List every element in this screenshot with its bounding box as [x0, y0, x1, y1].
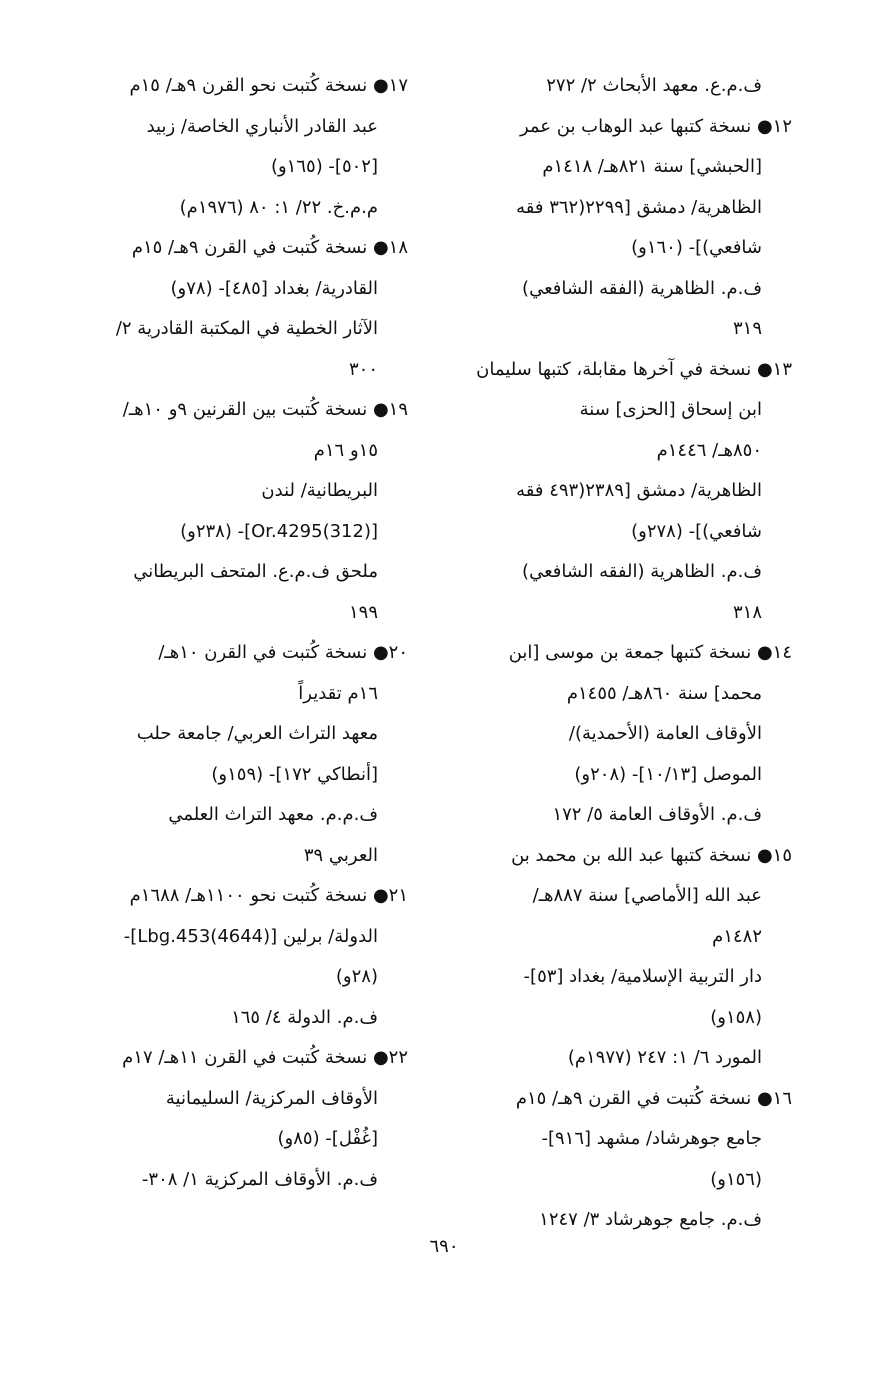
- entry-detail-line: عبد القادر الأنباري الخاصة/ زبيد: [146, 115, 378, 137]
- entry-detail-line: عبد الله [الأماصي] سنة ٨٨٧هـ/: [532, 885, 762, 906]
- entry-heading-line: ١٨● نسخة كُتبت في القرن ٩هـ/ ١٥م: [131, 237, 408, 258]
- entry-heading-line: ١٤● نسخة كتبها جمعة بن موسى [ابن: [508, 642, 792, 663]
- entry-detail-line: ف.م.م. معهد التراث العلمي: [168, 804, 378, 825]
- entry-detail-line: البريطانية/ لندن: [261, 480, 378, 501]
- entry-detail-line: [(312)Or.4295]- (٢٣٨و): [180, 520, 378, 542]
- entry-detail-line: دار التربية الإسلامية/ بغداد [٥٣]-: [523, 966, 762, 987]
- entry-heading-line: ١٩● نسخة كُتبت بين القرنين ٩و ١٠هـ/: [122, 399, 408, 420]
- entry-heading-line: ١٦● نسخة كُتبت في القرن ٩هـ/ ١٥م: [515, 1087, 792, 1109]
- entry-detail-line: معهد التراث العربي/ جامعة حلب: [136, 723, 378, 744]
- entry-heading-line: ٢١● نسخة كُتبت نحو ١١٠٠هـ/ ١٦٨٨م: [129, 885, 408, 906]
- entry-detail-line: ١٩٩: [348, 601, 378, 623]
- entry-detail-line: العربي ٣٩: [303, 844, 378, 866]
- entry-detail-line: جامع جوهرشاد/ مشهد [٩١٦]-: [541, 1128, 762, 1149]
- entry-detail-line: ٨٥٠هـ/ ١٤٤٦م: [656, 439, 762, 461]
- entry-heading-line: ١٧● نسخة كُتبت نحو القرن ٩هـ/ ١٥م: [129, 75, 408, 96]
- left-column: [58, 66, 408, 1200]
- entry-detail-line: ف.م. الأوقاف العامة ٥/ ١٧٢: [552, 804, 762, 825]
- entry-detail-line: الأوقاف العامة (الأحمدية)/: [568, 723, 762, 744]
- entry-detail-line: ملحق ف.م.ع. المتحف البريطاني: [133, 561, 378, 582]
- entry-heading-line: ١٥● نسخة كتبها عبد الله بن محمد بن: [511, 844, 792, 866]
- manuscript-entry: [58, 876, 408, 1038]
- entry-detail-line: [٥٠٢]- (١٦٥و): [270, 156, 378, 177]
- entry-detail-line: [غُفْل]- (٨٥و): [277, 1128, 378, 1149]
- entry-detail-line: الدولة/ برلين [(4644)Lbg.453]-: [123, 925, 378, 947]
- entry-detail-line: ف.م. الظاهرية (الفقه الشافعي): [522, 561, 762, 582]
- manuscript-entry: [440, 1079, 792, 1241]
- manuscript-entry: [58, 390, 408, 633]
- entry-detail-line: ٣٠٠: [348, 358, 378, 380]
- page-number: ٦٩٠: [429, 1236, 459, 1257]
- manuscript-entry: [440, 350, 792, 634]
- entry-detail-line: ف.م. الظاهرية (الفقه الشافعي): [522, 277, 762, 299]
- entry-detail-line: (١٥٨و): [710, 1006, 762, 1028]
- entry-detail-line: شافعي)]- (٢٧٨و): [631, 520, 762, 542]
- entry-detail-line: الظاهرية/ دمشق [٢٣٨٩(٤٩٣ فقه: [516, 480, 762, 501]
- manuscript-entry: [440, 66, 792, 107]
- entry-detail-line: الأوقاف المركزية/ السليمانية: [165, 1087, 378, 1109]
- entry-detail-line: م.م.خ. ٢٢/ ١: ٨٠ (١٩٧٦م): [179, 196, 378, 218]
- entry-detail-line: شافعي)]- (١٦٠و): [631, 237, 762, 258]
- entry-detail-line: الآثار الخطية في المكتبة القادرية ٢/: [115, 318, 378, 339]
- entry-heading-line: ٢٠● نسخة كُتبت في القرن ١٠هـ/: [158, 642, 408, 663]
- entry-detail-line: (٢٨و): [335, 966, 378, 987]
- entry-heading-line: ١٢● نسخة كتبها عبد الوهاب بن عمر: [519, 115, 792, 137]
- entry-heading-line: ٢٢● نسخة كُتبت في القرن ١١هـ/ ١٧م: [122, 1047, 408, 1068]
- right-column: [440, 66, 792, 1241]
- entry-detail-line: ١٦م تقديراً: [298, 682, 378, 704]
- entry-detail-line: القادرية/ بغداد [٤٨٥]- (٧٨و): [170, 277, 378, 299]
- entry-detail-line: [الحبشي] سنة ٨٢١هـ/ ١٤١٨م: [542, 156, 762, 177]
- manuscript-entry: [440, 107, 792, 350]
- entry-detail-line: [أنطاكي ١٧٢]- (١٥٩و): [211, 763, 378, 785]
- entry-heading-line: ١٣● نسخة في آخرها مقابلة، كتبها سليمان: [476, 358, 792, 380]
- entry-detail-line: ابن إسحاق [الحزى] سنة: [579, 399, 762, 420]
- entry-detail-line: المورد ٦/ ١: ٢٤٧ (١٩٧٧م): [567, 1047, 762, 1068]
- entry-detail-line: ١٥و ١٦م: [313, 439, 378, 461]
- manuscript-entry: [58, 66, 408, 228]
- manuscript-entry: [440, 836, 792, 1079]
- entry-detail-line: ٣١٨: [732, 601, 762, 623]
- entry-detail-line: ١٤٨٢م: [712, 925, 762, 947]
- entry-detail-line: ف.م. الأوقاف المركزية ١/ ٣٠٨-: [141, 1168, 378, 1190]
- manuscript-entry: [440, 633, 792, 836]
- manuscript-entry: [58, 228, 408, 390]
- entry-detail-line: ف.م. جامع جوهرشاد ٣/ ١٢٤٧: [539, 1209, 762, 1230]
- entry-detail-line: الظاهرية/ دمشق [٢٢٩٩(٣٦٢ فقه: [516, 196, 762, 218]
- entry-detail-line: ف.م.ع. معهد الأبحاث ٢/ ٢٧٢: [546, 75, 762, 96]
- entry-detail-line: محمد] سنة ٨٦٠هـ/ ١٤٥٥م: [566, 682, 762, 704]
- entry-detail-line: ٣١٩: [732, 318, 762, 339]
- manuscript-entry: [58, 633, 408, 876]
- entry-detail-line: الموصل [١٠/١٣]- (٢٠٨و): [574, 763, 762, 785]
- entry-detail-line: ف.م. الدولة ٤/ ١٦٥: [231, 1006, 378, 1028]
- entry-detail-line: (١٥٦و): [710, 1168, 762, 1190]
- manuscript-entry: [58, 1038, 408, 1200]
